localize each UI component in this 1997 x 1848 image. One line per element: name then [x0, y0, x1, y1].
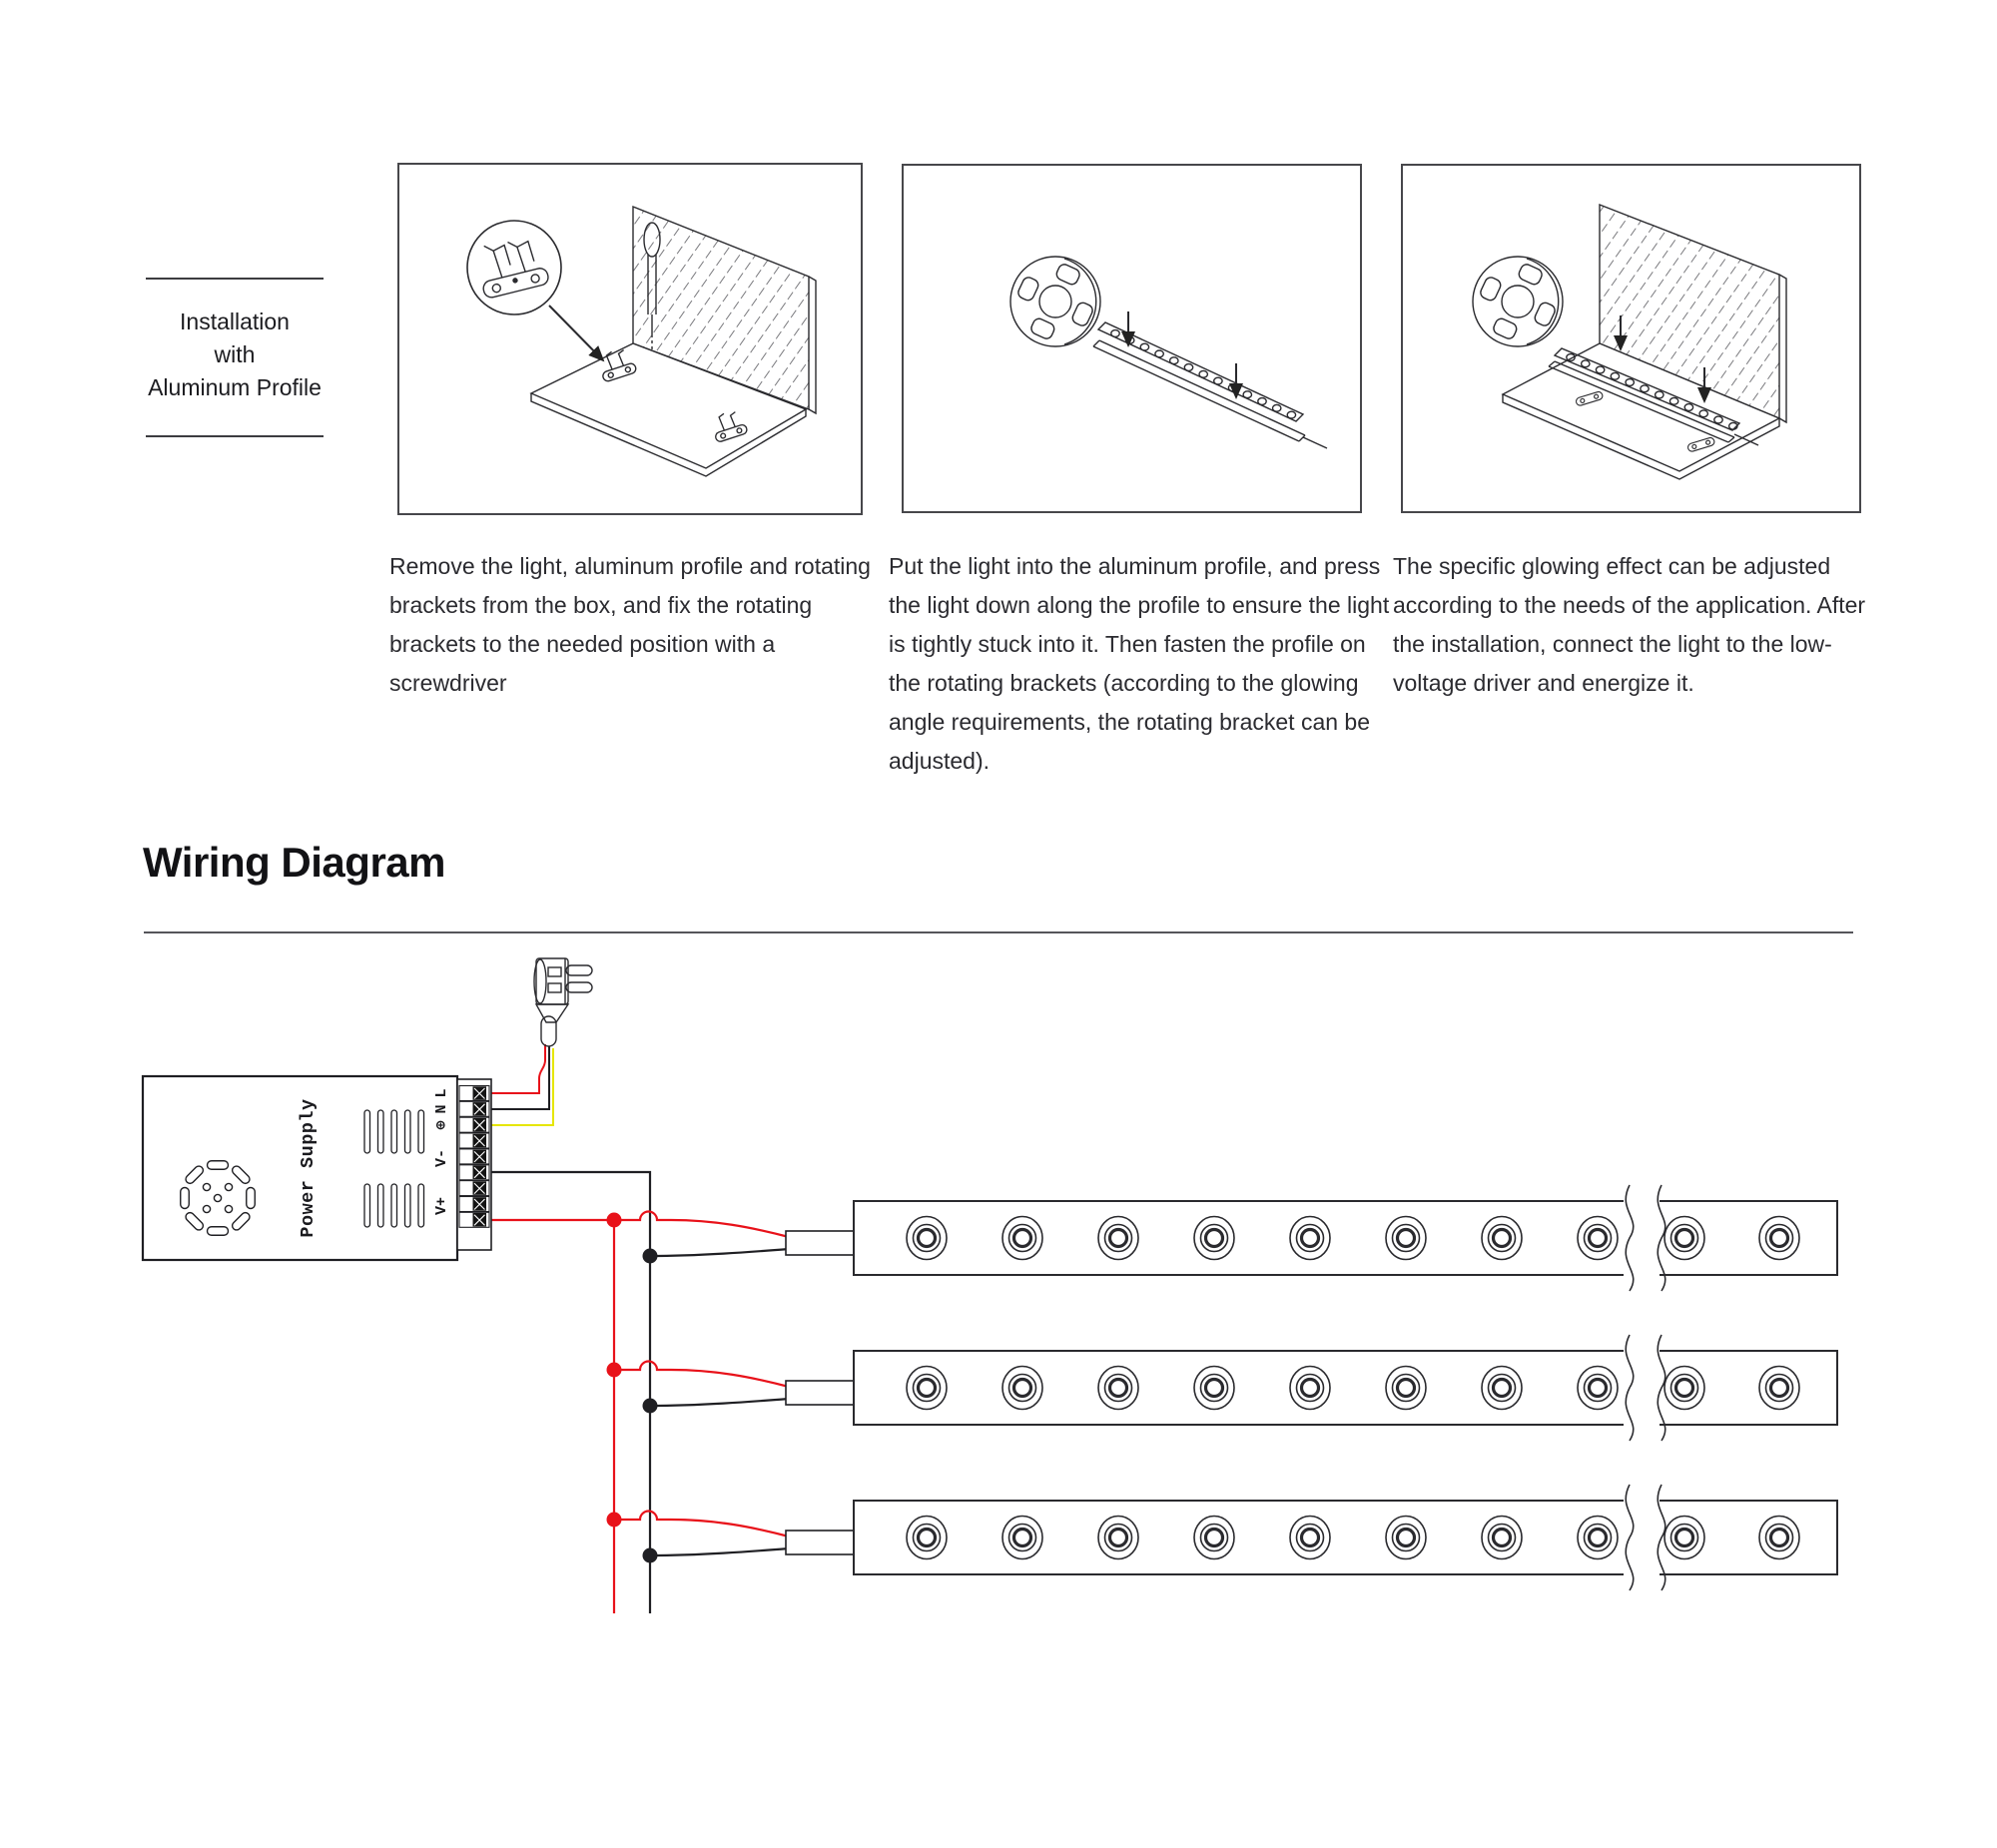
negative-branch-wire	[650, 1548, 789, 1555]
section-label-line1: Installation	[180, 308, 290, 334]
strip-body	[854, 1351, 1837, 1425]
wiring-diagram	[0, 938, 1997, 1848]
led-strip-row	[607, 1333, 1838, 1445]
label-bottom-rule	[146, 435, 324, 437]
negative-bus-wire	[489, 1172, 650, 1613]
terminal-label-live: L	[433, 1088, 450, 1098]
led-reel-icon	[1473, 257, 1563, 346]
power-supply-unit	[143, 1076, 491, 1260]
ac-plug-icon	[534, 958, 592, 1046]
negative-branch-wire	[650, 1399, 789, 1406]
terminal-label-earth: ⊕	[433, 1120, 450, 1130]
strip-connector	[786, 1381, 854, 1405]
positive-branch-wire	[614, 1362, 789, 1388]
press-light-into-profile-illustration	[904, 166, 1360, 511]
strip-led-dots	[1111, 330, 1296, 418]
strip-connector	[786, 1231, 854, 1255]
wire-junction-dot	[643, 1249, 658, 1264]
positive-branch-wire	[614, 1512, 789, 1538]
terminal-label-negative: V-	[433, 1148, 450, 1168]
strip-connector	[786, 1531, 854, 1554]
wall-edge	[809, 277, 816, 413]
wire-junction-dot	[643, 1548, 658, 1563]
terminal-block	[457, 1079, 491, 1250]
step1-caption: Remove the light, aluminum profile and rotating brackets from the box, and fix the rotating brackets to the needed position with a screwdriver	[389, 553, 871, 696]
illustration-box-1	[397, 163, 863, 515]
led-strip-row	[607, 1483, 1838, 1594]
positive-branch-wire	[614, 1212, 789, 1238]
wire-junction-dot	[607, 1513, 622, 1528]
wire-junction-dot	[607, 1363, 622, 1378]
bracket-detail	[473, 233, 550, 299]
terminal-label-neutral: N	[433, 1104, 450, 1114]
illustration-box-3	[1401, 164, 1861, 513]
wire-junction-dot	[607, 1213, 622, 1228]
label-top-rule	[146, 278, 324, 280]
wall-edge	[1779, 275, 1786, 422]
led-reel-icon	[1010, 257, 1100, 346]
wiring-diagram-heading: Wiring Diagram	[143, 839, 445, 886]
magnifier-circle	[467, 221, 561, 314]
pointer-arrow	[549, 306, 603, 360]
illustration-box-2	[902, 164, 1362, 513]
led-strip-row	[607, 1183, 1838, 1295]
strip-body	[854, 1201, 1837, 1275]
positive-bus-wire	[489, 1220, 614, 1613]
end-cable	[1303, 437, 1327, 448]
installed-profile-illustration	[1403, 166, 1859, 511]
step3-caption: The specific glowing effect can be adjusted according to the needs of the application. After the installation, connect the light to the low-voltage driver and energize it.	[1393, 553, 1866, 696]
step2-caption: Put the light into the aluminum profile, and press the light down along the profile to ensure the light is tightly stuck into it. Then fasten the profile on the rotating brackets (according to the glowing angle requirements, the rotating bracket can be adjusted).	[889, 553, 1390, 774]
wire-junction-dot	[643, 1399, 658, 1414]
section-label	[105, 306, 364, 404]
heading-divider	[144, 931, 1853, 933]
ground-wire	[489, 1048, 553, 1125]
strip-body	[854, 1501, 1837, 1574]
terminal-label-positive: V+	[433, 1196, 450, 1216]
section-label-line2: with	[214, 341, 256, 367]
fix-brackets-illustration	[399, 165, 861, 513]
section-label-line3: Aluminum Profile	[148, 374, 322, 400]
live-wire	[489, 1044, 545, 1093]
negative-branch-wire	[650, 1249, 789, 1256]
aluminum-profile	[1093, 340, 1305, 441]
psu-label: Power Supply	[298, 1098, 319, 1238]
